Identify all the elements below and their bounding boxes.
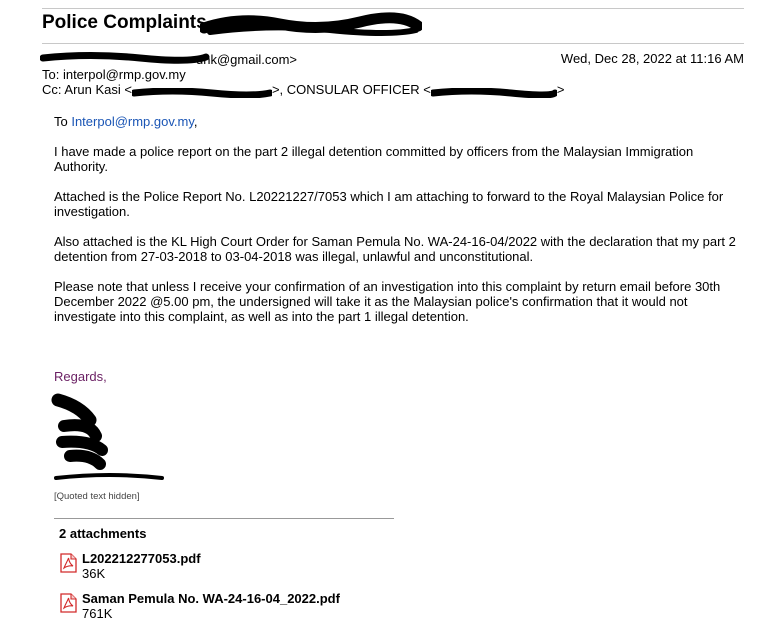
cc-line bbox=[42, 82, 564, 97]
redacted-signature bbox=[50, 392, 170, 488]
attachments-title: 2 attachments bbox=[59, 526, 147, 541]
redaction-scribble bbox=[200, 12, 422, 38]
email-subject: Police Complaints bbox=[42, 12, 207, 33]
attachment-1-size: 36K bbox=[82, 566, 106, 581]
pdf-file-icon bbox=[60, 593, 77, 613]
attachments-divider bbox=[54, 518, 394, 519]
pdf-file-icon bbox=[60, 553, 77, 573]
to-line: To: interpol@rmp.gov.my bbox=[42, 67, 186, 82]
cc-middle: >, CONSULAR OFFICER < bbox=[271, 82, 431, 97]
redacted-sender bbox=[40, 51, 210, 65]
top-divider bbox=[42, 8, 744, 9]
quoted-text-hidden[interactable]: [Quoted text hidden] bbox=[54, 491, 140, 502]
attachment-1-name[interactable]: L202212277053.pdf bbox=[82, 551, 201, 566]
cc-prefix: Cc: Arun Kasi < bbox=[42, 82, 132, 97]
attachment-2-name[interactable]: Saman Pemula No. WA-24-16-04_2022.pdf bbox=[82, 591, 340, 606]
attachment-2-size: 761K bbox=[82, 606, 113, 621]
subject-divider bbox=[42, 43, 744, 44]
sender-address-tail: unk@gmail.com> bbox=[196, 52, 297, 67]
paragraph-4: Please note that unless I receive your confirmation of an investigation into this complaint by return email before 30th December 2022 @5.00 pm, the undersigned will take it as the Malaysian police's confirmation that it would not investigate into this complaint, as well as into the part 1 illegal detention. bbox=[54, 279, 721, 324]
redacted-cc-2 bbox=[431, 86, 557, 96]
regards-signoff: Regards, bbox=[54, 369, 107, 384]
paragraph-3: Also attached is the KL High Court Order for Saman Pemula No. WA-24-16-04/2022 with the declaration that my part 2 detention from 27-03-2018 to 03-04-2018 was illegal, unlawful and unconstitutional. bbox=[54, 234, 736, 264]
email-date: Wed, Dec 28, 2022 at 11:16 AM bbox=[560, 51, 744, 66]
paragraph-1: I have made a police report on the part 2 illegal detention committed by officers from the Malaysian Immigration Authority. bbox=[54, 144, 694, 174]
interpol-email-link[interactable]: Interpol@rmp.gov.my bbox=[71, 114, 194, 129]
paragraph-2: Attached is the Police Report No. L20221227/7053 which I am attaching to forward to the Royal Malaysian Police for investigation. bbox=[54, 189, 724, 219]
cc-end: > bbox=[556, 82, 565, 97]
greeting: To Interpol@rmp.gov.my, bbox=[54, 114, 198, 129]
redacted-cc-1 bbox=[132, 86, 272, 96]
